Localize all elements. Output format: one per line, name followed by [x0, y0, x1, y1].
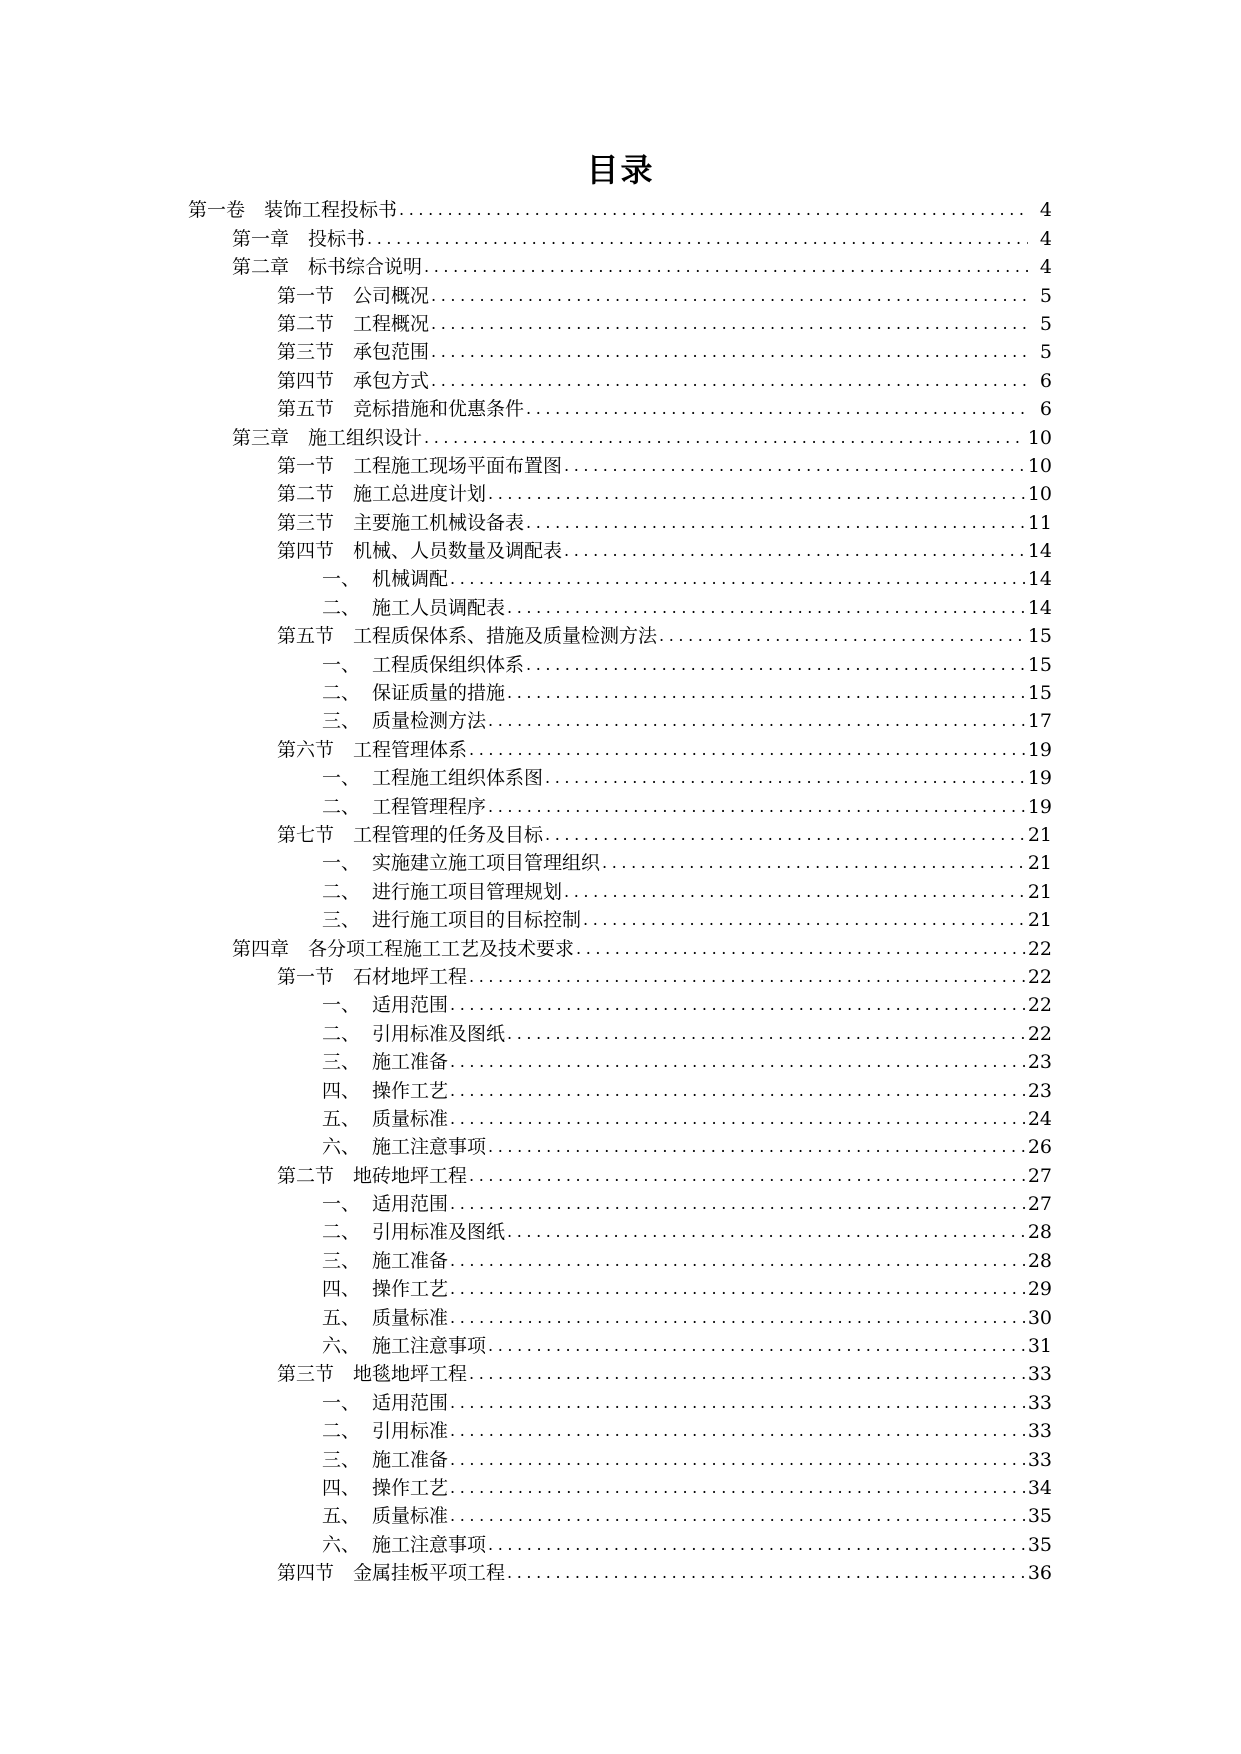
dot-leader: [507, 1221, 1026, 1243]
dot-leader: [450, 994, 1026, 1016]
toc-entry-page-number: 4: [1039, 199, 1052, 222]
dot-leader: [469, 966, 1026, 988]
toc-entry-number: 第二节: [277, 1164, 335, 1187]
toc-entry-page-number: 10: [1027, 483, 1052, 506]
toc-entry-page-number: 17: [1027, 710, 1052, 733]
toc-entry[interactable]: [0, 1414, 1241, 1442]
dot-leader: [450, 1108, 1026, 1130]
toc-entry-title: 施工准备: [372, 1448, 449, 1471]
toc-entry-title: 质量检测方法: [372, 710, 487, 733]
toc-entry[interactable]: [0, 505, 1241, 533]
dot-leader: [583, 909, 1026, 931]
toc-entry[interactable]: [0, 1073, 1241, 1101]
toc-entry-number: 三、: [322, 909, 361, 932]
toc-entry-page-number: 19: [1027, 795, 1052, 818]
dot-leader: [564, 881, 1026, 903]
dot-leader: [488, 483, 1026, 505]
toc-entry-title: 操作工艺: [372, 1079, 449, 1102]
toc-entry-number: 第三节: [277, 511, 335, 534]
toc-entry[interactable]: [0, 562, 1241, 590]
toc-entry[interactable]: [0, 278, 1241, 306]
toc-entry[interactable]: [0, 1130, 1241, 1158]
dot-leader: [526, 512, 1026, 534]
toc-entry-number: 第四节: [277, 1562, 335, 1585]
toc-entry[interactable]: [0, 1556, 1241, 1584]
dot-leader: [431, 313, 1028, 335]
toc-entry-page-number: 14: [1027, 540, 1052, 563]
toc-entry[interactable]: [0, 676, 1241, 704]
toc-entry-number: 第五节: [277, 398, 335, 421]
toc-entry[interactable]: [0, 1442, 1241, 1470]
toc-entry-title: 实施建立施工项目管理组织: [372, 852, 601, 875]
dot-leader: [450, 1250, 1026, 1272]
toc-entry[interactable]: [0, 988, 1241, 1016]
toc-entry[interactable]: [0, 818, 1241, 846]
toc-entry-title: 引用标准及图纸: [372, 1022, 506, 1045]
dot-leader: [450, 1505, 1026, 1527]
dot-leader: [576, 938, 1026, 960]
toc-entry[interactable]: [0, 1300, 1241, 1328]
toc-entry-title: 施工注意事项: [372, 1335, 487, 1358]
toc-entry-page-number: 36: [1027, 1562, 1052, 1585]
dot-leader: [507, 1562, 1026, 1584]
dot-leader: [507, 682, 1026, 704]
toc-entry-number: 第四节: [277, 540, 335, 563]
toc-entry-page-number: 15: [1027, 653, 1052, 676]
toc-entry-title: 施工组织设计: [308, 426, 423, 449]
dot-leader: [450, 1449, 1026, 1471]
dot-leader: [367, 228, 1028, 250]
toc-entry-page-number: 10: [1027, 426, 1052, 449]
toc-entry[interactable]: [0, 960, 1241, 988]
toc-entry[interactable]: [0, 874, 1241, 902]
toc-entry-title: 地砖地坪工程: [353, 1164, 468, 1187]
dot-leader: [450, 568, 1026, 590]
toc-entry[interactable]: [0, 1499, 1241, 1527]
toc-entry-page-number: 35: [1027, 1533, 1052, 1556]
toc-entry-title: 承包方式: [353, 369, 430, 392]
toc-entry-number: 第一节: [277, 965, 335, 988]
dot-leader: [507, 597, 1026, 619]
dot-leader: [450, 1420, 1026, 1442]
toc-entry-number: 五、: [322, 1107, 361, 1130]
toc-entry[interactable]: [0, 449, 1241, 477]
toc-entry[interactable]: [0, 307, 1241, 335]
toc-entry-page-number: 6: [1039, 369, 1052, 392]
toc-entry[interactable]: [0, 846, 1241, 874]
toc-entry-number: 三、: [322, 1249, 361, 1272]
dot-leader: [488, 796, 1026, 818]
toc-entry[interactable]: [0, 931, 1241, 959]
toc-entry-page-number: 22: [1027, 965, 1052, 988]
toc-entry-number: 第六节: [277, 738, 335, 761]
toc-entry-number: 第二节: [277, 312, 335, 335]
toc-entry-number: 五、: [322, 1505, 361, 1528]
dot-leader: [488, 1136, 1026, 1158]
toc-entry-number: 四、: [322, 1476, 361, 1499]
toc-entry[interactable]: [0, 420, 1241, 448]
dot-leader: [469, 1363, 1026, 1385]
dot-leader: [488, 1534, 1026, 1556]
toc-entry-number: 第二章: [232, 256, 290, 279]
toc-entry-page-number: 15: [1027, 625, 1052, 648]
toc-entry[interactable]: [0, 1016, 1241, 1044]
toc-entry-title: 工程概况: [353, 312, 430, 335]
dot-leader: [507, 1023, 1026, 1045]
toc-entry-title: 质量标准: [372, 1505, 449, 1528]
toc-entry-number: 第一节: [277, 284, 335, 307]
toc-entry-title: 机械调配: [372, 568, 449, 591]
toc-entry-title: 适用范围: [372, 994, 449, 1017]
toc-entry-title: 投标书: [308, 227, 366, 250]
toc-entry-page-number: 28: [1027, 1221, 1052, 1244]
toc-entry[interactable]: [0, 1357, 1241, 1385]
toc-entry-number: 一、: [322, 568, 361, 591]
toc-entry-title: 适用范围: [372, 1391, 449, 1414]
toc-entry[interactable]: [0, 250, 1241, 278]
toc-entry[interactable]: [0, 221, 1241, 249]
dot-leader: [424, 427, 1026, 449]
toc-entry-title: 施工总进度计划: [353, 483, 487, 506]
toc-entry-title: 进行施工项目管理规划: [372, 880, 563, 903]
toc-entry-number: 第四节: [277, 369, 335, 392]
toc-entry[interactable]: [0, 1272, 1241, 1300]
toc-entry-number: 二、: [322, 596, 361, 619]
toc-entry-page-number: 11: [1027, 511, 1052, 534]
toc-entry[interactable]: [0, 193, 1241, 221]
toc-entry-page-number: 23: [1027, 1051, 1052, 1074]
toc-entry-page-number: 21: [1027, 909, 1052, 932]
toc-entry-title: 进行施工项目的目标控制: [372, 909, 582, 932]
toc-entry-title: 地毯地坪工程: [353, 1363, 468, 1386]
toc-entry-number: 二、: [322, 1221, 361, 1244]
toc-entry-number: 六、: [322, 1335, 361, 1358]
toc-entry-page-number: 27: [1027, 1193, 1052, 1216]
toc-entry-number: 一、: [322, 1391, 361, 1414]
toc-entry-number: 五、: [322, 1306, 361, 1329]
toc-entry-page-number: 33: [1027, 1391, 1052, 1414]
toc-entry-page-number: 34: [1027, 1476, 1052, 1499]
toc-entry-number: 第一章: [232, 227, 290, 250]
toc-entry[interactable]: [0, 1471, 1241, 1499]
toc-entry[interactable]: [0, 1045, 1241, 1073]
toc-entry-title: 操作工艺: [372, 1278, 449, 1301]
dot-leader: [659, 625, 1026, 647]
toc-entry-page-number: 22: [1027, 994, 1052, 1017]
toc-entry-title: 适用范围: [372, 1193, 449, 1216]
toc-entry-page-number: 21: [1027, 852, 1052, 875]
toc-entry[interactable]: [0, 1329, 1241, 1357]
toc-entry-page-number: 26: [1027, 1136, 1052, 1159]
toc-entry-number: 第一节: [277, 454, 335, 477]
toc-entry-page-number: 24: [1027, 1107, 1052, 1130]
dot-leader: [602, 852, 1026, 874]
dot-leader: [450, 1392, 1026, 1414]
toc-entry-number: 六、: [322, 1533, 361, 1556]
dot-leader: [450, 1477, 1026, 1499]
toc-entry-title: 保证质量的措施: [372, 682, 506, 705]
toc-entry-number: 第四章: [232, 937, 290, 960]
toc-entry-title: 竞标措施和优惠条件: [353, 398, 525, 421]
toc-entry-number: 六、: [322, 1136, 361, 1159]
toc-entry-title: 公司概况: [353, 284, 430, 307]
dot-leader: [526, 654, 1026, 676]
toc-entry-number: 四、: [322, 1079, 361, 1102]
dot-leader: [545, 824, 1026, 846]
toc-entry-title: 施工人员调配表: [372, 596, 506, 619]
toc-entry-title: 承包范围: [353, 341, 430, 364]
toc-entry[interactable]: [0, 1527, 1241, 1555]
toc-entry-title: 工程管理体系: [353, 738, 468, 761]
toc-entry-number: 一、: [322, 1193, 361, 1216]
dot-leader: [526, 398, 1028, 420]
toc-entry-page-number: 6: [1039, 398, 1052, 421]
toc-entry-title: 装饰工程投标书: [264, 199, 398, 222]
toc-entry-number: 第三章: [232, 426, 290, 449]
toc-entry-title: 标书综合说明: [308, 256, 423, 279]
toc-entry-page-number: 5: [1039, 312, 1052, 335]
toc-entry-title: 操作工艺: [372, 1476, 449, 1499]
dot-leader: [450, 1193, 1026, 1215]
toc-entry-title: 各分项工程施工工艺及技术要求: [308, 937, 575, 960]
toc-entry-number: 三、: [322, 710, 361, 733]
toc-entry[interactable]: [0, 335, 1241, 363]
toc-entry[interactable]: [0, 477, 1241, 505]
toc-entry-title: 机械、人员数量及调配表: [353, 540, 563, 563]
toc-entry[interactable]: [0, 647, 1241, 675]
dot-leader: [564, 455, 1026, 477]
dot-leader: [431, 370, 1028, 392]
toc-entry-number: 三、: [322, 1051, 361, 1074]
toc-entry-title: 工程管理程序: [372, 795, 487, 818]
dot-leader: [424, 256, 1028, 278]
toc-entry[interactable]: [0, 732, 1241, 760]
toc-entry[interactable]: [0, 1187, 1241, 1215]
toc-entry-page-number: 4: [1039, 256, 1052, 279]
toc-entry-page-number: 4: [1039, 227, 1052, 250]
dot-leader: [450, 1278, 1026, 1300]
dot-leader: [431, 285, 1028, 307]
table-of-contents: [0, 193, 1241, 1584]
toc-entry-number: 二、: [322, 880, 361, 903]
toc-entry-page-number: 22: [1027, 1022, 1052, 1045]
toc-entry-title: 金属挂板平项工程: [353, 1562, 506, 1585]
toc-entry-page-number: 10: [1027, 454, 1052, 477]
toc-entry-page-number: 29: [1027, 1278, 1052, 1301]
toc-entry[interactable]: [0, 1158, 1241, 1186]
toc-entry-number: 第三节: [277, 341, 335, 364]
toc-entry-title: 施工准备: [372, 1249, 449, 1272]
toc-entry-number: 一、: [322, 767, 361, 790]
toc-entry-number: 第五节: [277, 625, 335, 648]
toc-entry[interactable]: [0, 1385, 1241, 1413]
toc-entry[interactable]: [0, 590, 1241, 618]
toc-entry-title: 工程质保体系、措施及质量检测方法: [353, 625, 658, 648]
toc-entry-number: 二、: [322, 682, 361, 705]
toc-entry-number: 四、: [322, 1278, 361, 1301]
toc-entry[interactable]: [0, 1102, 1241, 1130]
toc-entry[interactable]: [0, 704, 1241, 732]
toc-entry-page-number: 33: [1027, 1363, 1052, 1386]
toc-entry-page-number: 28: [1027, 1249, 1052, 1272]
toc-entry-page-number: 14: [1027, 596, 1052, 619]
toc-entry-number: 一、: [322, 852, 361, 875]
toc-entry-title: 主要施工机械设备表: [353, 511, 525, 534]
toc-entry-title: 施工注意事项: [372, 1533, 487, 1556]
toc-entry-number: 一、: [322, 653, 361, 676]
toc-entry-title: 施工准备: [372, 1051, 449, 1074]
dot-leader: [488, 1335, 1026, 1357]
toc-entry-number: 二、: [322, 1420, 361, 1443]
toc-entry-page-number: 19: [1027, 767, 1052, 790]
toc-entry[interactable]: [0, 789, 1241, 817]
dot-leader: [564, 540, 1026, 562]
dot-leader: [450, 1051, 1026, 1073]
toc-entry-title: 工程施工组织体系图: [372, 767, 544, 790]
dot-leader: [545, 767, 1026, 789]
toc-entry-title: 石材地坪工程: [353, 965, 468, 988]
toc-entry-page-number: 35: [1027, 1505, 1052, 1528]
dot-leader: [469, 1165, 1026, 1187]
toc-entry-page-number: 30: [1027, 1306, 1052, 1329]
toc-entry-number: 三、: [322, 1448, 361, 1471]
dot-leader: [431, 341, 1028, 363]
toc-entry-page-number: 15: [1027, 682, 1052, 705]
toc-entry-number: 第三节: [277, 1363, 335, 1386]
toc-entry-page-number: 22: [1027, 937, 1052, 960]
toc-entry-title: 工程施工现场平面布置图: [353, 454, 563, 477]
toc-entry-page-number: 33: [1027, 1420, 1052, 1443]
toc-entry-page-number: 14: [1027, 568, 1052, 591]
toc-entry-page-number: 31: [1027, 1335, 1052, 1358]
toc-entry-title: 引用标准及图纸: [372, 1221, 506, 1244]
page-title: 目录: [586, 151, 655, 189]
toc-entry-page-number: 5: [1039, 341, 1052, 364]
toc-entry-number: 一、: [322, 994, 361, 1017]
toc-entry[interactable]: [0, 392, 1241, 420]
dot-leader: [450, 1080, 1026, 1102]
toc-entry-title: 工程管理的任务及目标: [353, 823, 544, 846]
toc-entry-page-number: 27: [1027, 1164, 1052, 1187]
toc-entry-title: 引用标准: [372, 1420, 449, 1443]
toc-entry[interactable]: [0, 1215, 1241, 1243]
toc-entry-page-number: 23: [1027, 1079, 1052, 1102]
toc-entry-page-number: 21: [1027, 823, 1052, 846]
toc-entry-page-number: 33: [1027, 1448, 1052, 1471]
dot-leader: [399, 199, 1028, 221]
toc-entry-number: 第二节: [277, 483, 335, 506]
dot-leader: [450, 1307, 1026, 1329]
toc-entry[interactable]: [0, 1243, 1241, 1271]
toc-entry[interactable]: [0, 903, 1241, 931]
toc-entry-page-number: 5: [1039, 284, 1052, 307]
dot-leader: [488, 710, 1026, 732]
toc-entry-title: 质量标准: [372, 1306, 449, 1329]
toc-entry-number: 二、: [322, 795, 361, 818]
toc-entry[interactable]: [0, 534, 1241, 562]
toc-entry-number: 二、: [322, 1022, 361, 1045]
toc-entry-title: 质量标准: [372, 1107, 449, 1130]
toc-entry-title: 工程质保组织体系: [372, 653, 525, 676]
toc-entry-title: 施工注意事项: [372, 1136, 487, 1159]
toc-entry[interactable]: [0, 761, 1241, 789]
toc-entry-page-number: 21: [1027, 880, 1052, 903]
dot-leader: [469, 739, 1026, 761]
toc-entry-number: 第七节: [277, 823, 335, 846]
toc-entry[interactable]: [0, 619, 1241, 647]
toc-entry[interactable]: [0, 363, 1241, 391]
toc-entry-number: 第一卷: [188, 199, 246, 222]
toc-entry-page-number: 19: [1027, 738, 1052, 761]
